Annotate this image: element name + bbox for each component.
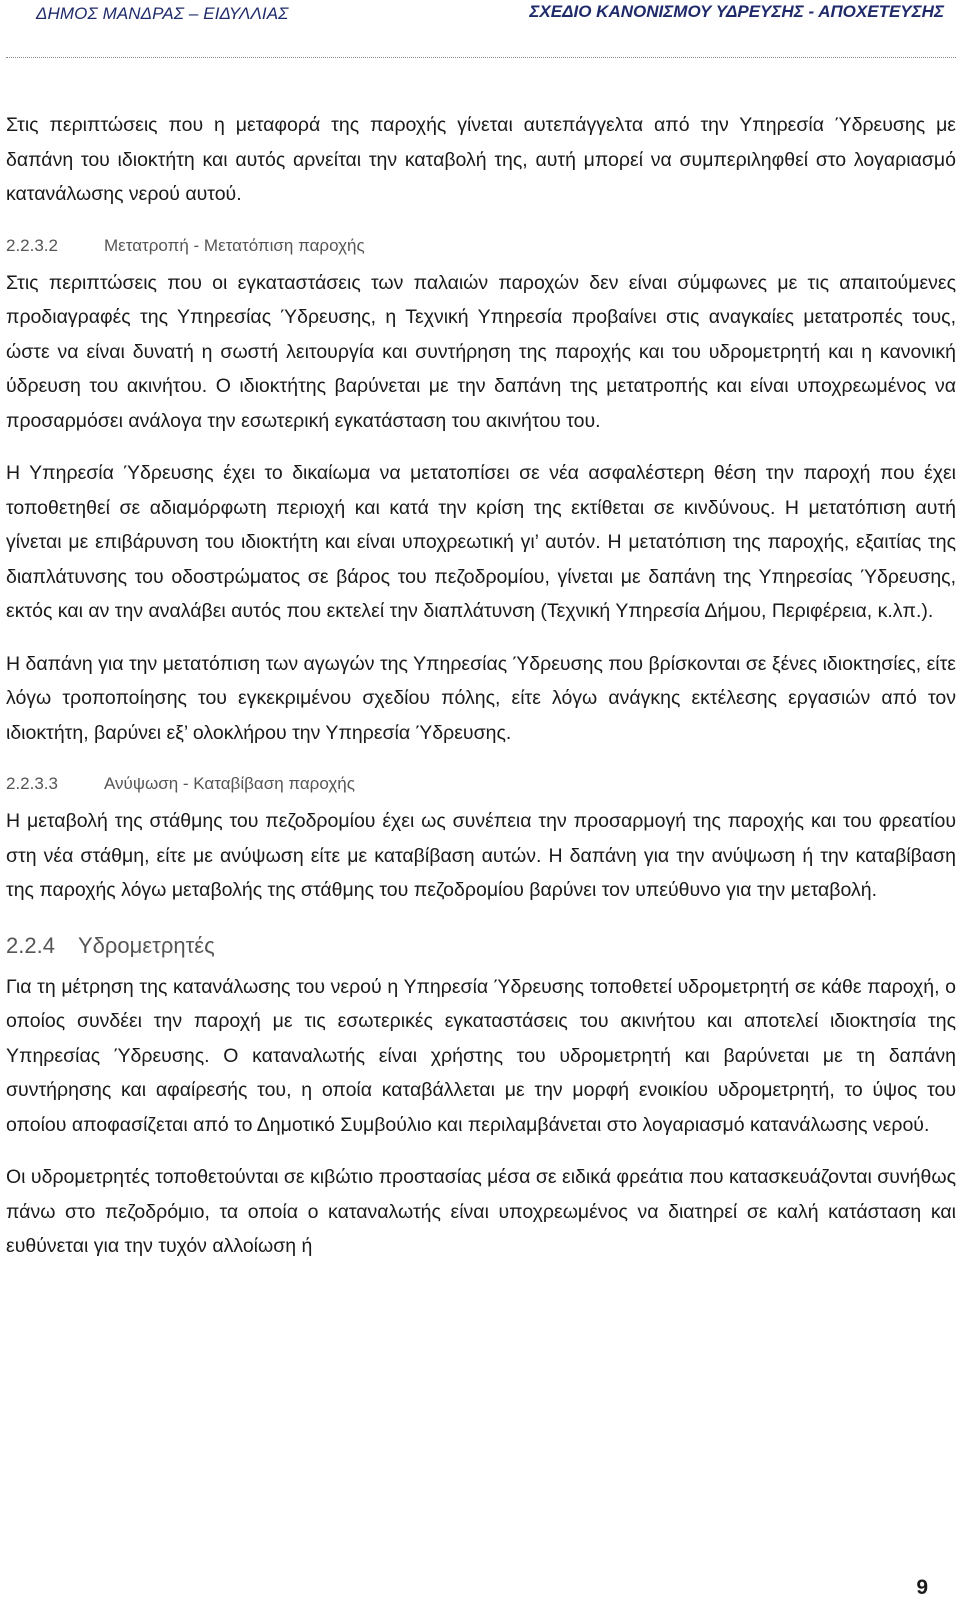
paragraph: Στις περιπτώσεις που η μεταφορά της παροχής γίνεται αυτεπάγγελτα από την Υπηρεσία Ύδρευσης με δαπάνη του ιδιοκτήτη και αυτός αρνείται την καταβολή της, αυτή μπορεί να συμπεριληφθεί στο λογαριασμό κατανάλωσης νερού αυτού.	[6, 114, 956, 205]
section-heading-2-2-4	[6, 922, 956, 970]
page-number: 9	[916, 1576, 928, 1599]
section-title: Ανύψωση - Καταβίβαση παροχής	[104, 774, 355, 793]
paragraph: Στις περιπτώσεις που οι εγκαταστάσεις των παλαιών παροχών δεν είναι σύμφωνες με τις απαιτούμενες προδιαγραφές της Υπηρεσίας Ύδρευσης, η Τεχνική Υπηρεσία προβαίνει στις αναγκαίες μετατροπές τους, ώστε να είναι δυνατή η σωστή λειτουργία και συντήρηση της παροχής και του υδρομετρητή και η κανονική ύδρευση του ακινήτου. Ο ιδιοκτήτης βαρύνεται με την δαπάνη της μετατροπής και είναι υποχρεωμένος να προσαρμόσει ανάλογα την εσωτερική εγκατάσταση του ακινήτου του.	[6, 271, 956, 432]
section-title: Μετατροπή - Μετατόπιση παροχής	[104, 235, 365, 255]
document-body	[6, 108, 956, 1264]
section-number: 2.2.3.3	[6, 774, 58, 793]
section-heading-2-2-3-2	[6, 226, 956, 266]
paragraph: Η δαπάνη για την μετατόπιση των αγωγών της Υπηρεσίας Ύδρευσης που βρίσκονται σε ξένες ιδιοκτησίες, είτε λόγω τροποποίησης του εγκεκριμένου σχεδίου πόλης, είτε λόγω ανάγκης εκτέλεσης εργασιών από τον ιδιοκτήτη, βαρύνει εξ’ ολοκλήρου την Υπηρεσία Ύδρευσης.	[6, 652, 956, 744]
header-divider	[6, 57, 956, 58]
municipality-name: ΔΗΜΟΣ ΜΑΝΔΡΑΣ – ΕΙΔΥΛΛΙΑΣ	[36, 4, 289, 23]
paragraph: Η Υπηρεσία Ύδρευσης έχει το δικαίωμα να μετατοπίσει σε νέα ασφαλέστερη θέση την παροχή που έχει τοποθετηθεί σε αδιαμόρφωτη περιοχή και κατά την κρίση της εκτίθεται σε κινδύνους. Η μετατόπιση αυτή γίνεται με επιβάρυνση του ιδιοκτήτη και είναι υποχρεωτική γι’ αυτόν. Η μετατόπιση της παροχής, εξαιτίας της διαπλάτυνσης του οδοστρώματος σε βάρος του πεζοδρομίου, γίνεται με δαπάνη της Υπηρεσίας Ύδρευσης, εκτός και αν την αναλάβει αυτός που εκτελεί την διαπλάτυνση (Τεχνική Υπηρεσία Δήμου, Περιφέρεια, κ.λπ.).	[6, 462, 956, 622]
paragraph: Οι υδρομετρητές τοποθετούνται σε κιβώτιο προστασίας μέσα σε ειδικά φρεάτια που κατασκευάζονται συνήθως πάνω στο πεζοδρόμιο, τα οποία ο καταναλωτής είναι υποχρεωμένος να διατηρεί σε καλή κατάσταση και ευθύνεται για την τυχόν αλλοίωση ή	[6, 1166, 956, 1257]
section-number: 2.2.4	[6, 932, 55, 958]
section-heading-2-2-3-3	[6, 764, 956, 804]
document-title: ΣΧΕΔΙΟ ΚΑΝΟΝΙΣΜΟΥ ΥΔΡΕΥΣΗΣ - ΑΠΟΧΕΤΕΥΣΗΣ	[529, 2, 944, 21]
section-title: Υδρομετρητές	[78, 932, 215, 958]
section-number: 2.2.3.2	[6, 235, 58, 255]
paragraph: Για τη μέτρηση της κατανάλωσης του νερού η Υπηρεσία Ύδρευσης τοποθετεί υδρομετρητή σε κάθε παροχή, ο οποίος συνδέει την παροχή με τις εσωτερικές εγκαταστάσεις του ακινήτου και αποτελεί ιδιοκτησία της Υπηρεσίας Ύδρευσης. Ο καταναλωτής είναι χρήστης του υδρομετρητή και βαρύνεται με τη δαπάνη συντήρησης και αφαίρεσής του, η οποία καταβάλλεται με την μορφή ενοικίου υδρομετρητή, το ύψος του οποίου αποφασίζεται από το Δημοτικό Συμβούλιο και περιλαμβάνεται στο λογαριασμό κατανάλωσης νερού.	[6, 975, 956, 1136]
paragraph: Η μεταβολή της στάθμης του πεζοδρομίου έχει ως συνέπεια την προσαρμογή της παροχής και του φρεατίου στη νέα στάθμη, είτε με ανύψωση είτε με καταβίβαση αυτών. Η δαπάνη για την ανύψωση ή την καταβίβαση της παροχής λόγω μεταβολής της στάθμης του πεζοδρομίου βαρύνει τον υπεύθυνο για την μεταβολή.	[6, 810, 956, 901]
page-header	[0, 0, 960, 60]
